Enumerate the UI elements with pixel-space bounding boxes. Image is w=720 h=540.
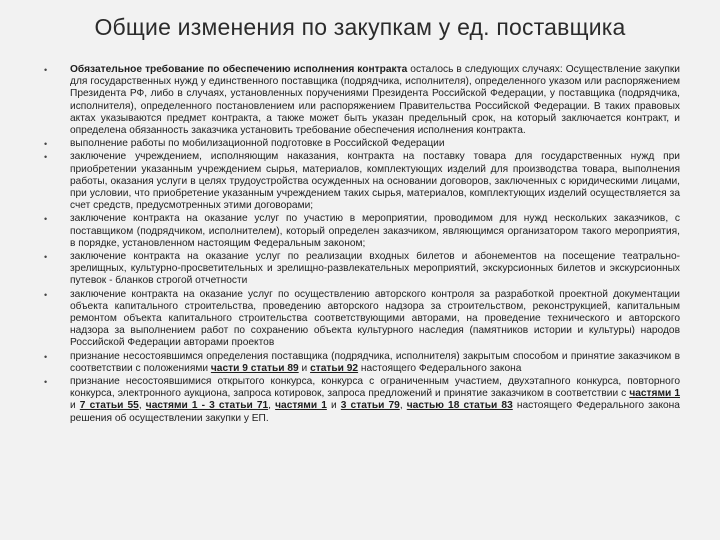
- list-item: [40, 64, 680, 137]
- bullet-list: [40, 64, 680, 425]
- law-reference-link[interactable]: частью 18 статьи 83: [406, 400, 513, 412]
- item-text: заключение контракта на оказание услуг по участию в мероприятии, проводимом для нужд нескольких заказчиков, с поставщиком (подрядчиком, исполнителем), который определен заказчиком, являющимся организатором такого мероприятия, в порядке, установленном настоящим Федеральным законом;: [70, 213, 680, 249]
- item-text: признание несостоявшимся определения поставщика (подрядчика, исполнителя) закрытым способом и принятие заказчиком в соответствии с положениями: [70, 350, 680, 374]
- item-text: и: [298, 362, 311, 374]
- bullet-marker: •: [44, 152, 48, 163]
- slide-title: Общие изменения по закупкам у ед. поставщика: [94, 14, 626, 40]
- list-item: [40, 138, 680, 150]
- item-text: и: [70, 400, 80, 412]
- list-item: [40, 289, 680, 350]
- item-text: ,: [268, 400, 276, 412]
- item-text: заключение учреждением, исполняющим наказания, контракта на поставку товара для государственных нужд при приобретении указанным учреждением сырья, материалов, комплектующих изделий для производства товара, выполнения работы, оказания услуги в целях трудоустройства осужденных на основании договоров, заключенных с юридическими лицами, при условии, что приобретение указанным учреждением таких сырья, материалов, комплектующих изделий осуществляется за счет средств, предусмотренных этими договорами;: [70, 151, 680, 212]
- item-text: настоящего Федерального закона: [358, 362, 522, 374]
- bullet-marker: •: [44, 289, 48, 300]
- bullet-marker: •: [44, 139, 48, 150]
- list-item: [40, 251, 680, 288]
- item-text: ,: [399, 400, 407, 412]
- law-reference-link[interactable]: части 9 статьи 89: [210, 362, 299, 374]
- list-item: [40, 376, 680, 425]
- law-reference-link[interactable]: 3 статьи 79: [340, 400, 400, 412]
- list-item: [40, 151, 680, 212]
- item-text: осталось в следующих случаях: Осуществление закупки для государственных нужд у единственного поставщика (подрядчика, исполнителя), определенного указом или распоряжением Президента РФ, либо в случаях, установленных поручениями Президента Российской Федерации, у поставщика (подрядчика, исполнителя), определенного постановлением или распоряжением Правительства Российской Федерации. В таких правовых актах указываются предмет контракта, а также может быть указан предельный срок, на который заключается контракт, и определена обязанность заказчика установить требование обеспечения исполнения контракта.: [70, 64, 680, 137]
- law-reference-link[interactable]: 7 статьи 55: [79, 400, 139, 412]
- item-text: настоящего Федерального закона решения об осуществлении закупки у ЕП.: [70, 400, 680, 424]
- list-item: [40, 351, 680, 375]
- law-reference-link[interactable]: частями 1 - 3 статьи 71: [145, 400, 269, 412]
- item-text: выполнение работы по мобилизационной подготовке в Российской Федерации: [70, 138, 445, 150]
- item-text: признание несостоявшимися открытого конкурса, конкурса с ограниченным участием, двухэтапного конкурса, повторного конкурса, электронного аукциона, запроса котировок, запроса предложений и принятие заказчиком в соответствии с: [70, 376, 680, 400]
- bullet-marker: •: [44, 377, 48, 388]
- bullet-marker: •: [44, 214, 48, 225]
- bullet-marker: •: [44, 252, 48, 263]
- bullet-marker: •: [44, 351, 48, 362]
- item-lead-text: Обязательное требование по обеспечению исполнения контракта: [70, 64, 408, 75]
- item-text: ,: [138, 400, 146, 412]
- law-reference-link[interactable]: частями 1: [629, 388, 680, 400]
- bullet-marker: •: [44, 65, 48, 75]
- item-text: и: [326, 400, 341, 412]
- item-text: заключение контракта на оказание услуг по осуществлению авторского контроля за разработкой проектной документации объекта капитального строительства, проведению авторского надзора за строительством, реконструкцией, капитальным ремонтом объекта капитального строительства соответствующими авторами, на проведение технического и авторского надзора за выполнением работ по сохранению объекта культурного наследия (памятников истории и культуры) народов Российской Федерации авторами проектов: [70, 288, 680, 349]
- list-item: [40, 213, 680, 250]
- law-reference-link[interactable]: статьи 92: [310, 362, 359, 374]
- law-reference-link[interactable]: частями 1: [275, 400, 327, 412]
- item-text: заключение контракта на оказание услуг по реализации входных билетов и абонементов на посещение театрально-зрелищных, культурно-просветительных и зрелищно-развлекательных мероприятий, экскурсионных билетов и экскурсионных путевок - бланков строгой отчетности: [70, 251, 680, 287]
